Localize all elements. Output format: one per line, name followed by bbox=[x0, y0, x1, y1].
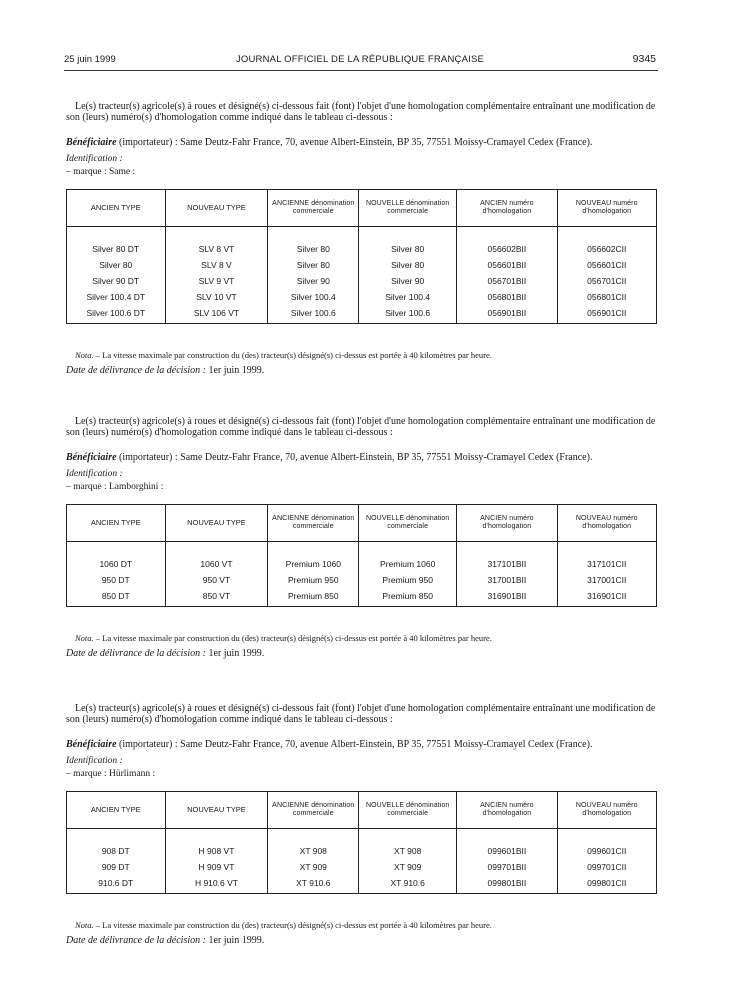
table-row bbox=[67, 542, 657, 573]
cell: Premium 950 bbox=[359, 572, 457, 588]
cell: 099801CII bbox=[557, 875, 656, 894]
table-header-row bbox=[67, 792, 657, 829]
marque-line: – marque : Same : bbox=[66, 167, 136, 177]
cell: 909 DT bbox=[67, 859, 166, 875]
homologation-table bbox=[66, 504, 657, 607]
cell: XT 908 bbox=[359, 829, 457, 860]
table-row bbox=[67, 305, 657, 324]
nota-label: Nota. bbox=[75, 633, 94, 643]
cell: 317001BII bbox=[457, 572, 557, 588]
cell: 099701BII bbox=[457, 859, 557, 875]
col-ancien-numero: ANCIEN numéro d'homologation bbox=[457, 505, 557, 542]
cell: XT 909 bbox=[359, 859, 457, 875]
col-ancienne-denomination: ANCIENNE dénomination commerciale bbox=[268, 792, 359, 829]
section-lamborghini bbox=[66, 416, 658, 659]
homologation-table bbox=[66, 791, 657, 894]
col-nouveau-type: NOUVEAU TYPE bbox=[165, 792, 268, 829]
cell: Silver 80 bbox=[359, 257, 457, 273]
nota-label: Nota. bbox=[75, 920, 94, 930]
cell: Silver 90 bbox=[268, 273, 359, 289]
intro-paragraph: Le(s) tracteur(s) agricole(s) à roues et désigné(s) ci-dessous fait (font) l'objet d'une homologation complémentaire entraînant une modification de son (leurs) numéro(s) d'homologation comme indiqué dans le tableau ci-dessous : bbox=[66, 101, 656, 123]
cell: XT 910.6 bbox=[268, 875, 359, 894]
cell: XT 909 bbox=[268, 859, 359, 875]
col-nouveau-numero: NOUVEAU numéro d'homologation bbox=[557, 505, 656, 542]
intro-paragraph: Le(s) tracteur(s) agricole(s) à roues et désigné(s) ci-dessous fait (font) l'objet d'une homologation complémentaire entraînant une modification de son (leurs) numéro(s) d'homologation comme indiqué dans le tableau ci-dessous : bbox=[66, 416, 656, 438]
beneficiaire-label: Bénéficiaire bbox=[66, 452, 117, 463]
nota-text: – La vitesse maximale par construction du (des) tracteur(s) désigné(s) ci-dessus est portée à 40 kilomètres par heure. bbox=[93, 920, 492, 930]
nota-label: Nota. bbox=[75, 350, 94, 360]
cell: XT 910.6 bbox=[359, 875, 457, 894]
table-row bbox=[67, 588, 657, 607]
cell: 317101BII bbox=[457, 542, 557, 573]
col-ancien-type: ANCIEN TYPE bbox=[67, 190, 166, 227]
cell: 056801CII bbox=[557, 289, 656, 305]
marque-line: – marque : Hürlimann : bbox=[66, 769, 156, 779]
table-header-row bbox=[67, 190, 657, 227]
cell: 850 VT bbox=[165, 588, 268, 607]
cell: Premium 850 bbox=[359, 588, 457, 607]
table-row bbox=[67, 875, 657, 894]
table-header-row bbox=[67, 505, 657, 542]
col-nouveau-numero: NOUVEAU numéro d'homologation bbox=[557, 792, 656, 829]
decision-label: Date de délivrance de la décision : bbox=[66, 365, 206, 376]
section-hurlimann bbox=[66, 703, 658, 946]
cell: 056602CII bbox=[557, 227, 656, 258]
cell: 056801BII bbox=[457, 289, 557, 305]
beneficiaire-text: (importateur) : Same Deutz-Fahr France, 70, avenue Albert-Einstein, BP 35, 77551 Moissy-Cramayel Cedex (France). bbox=[116, 137, 593, 148]
cell: 317001CII bbox=[557, 572, 656, 588]
cell: SLV 8 V bbox=[165, 257, 268, 273]
cell: Premium 950 bbox=[268, 572, 359, 588]
cell: Premium 1060 bbox=[359, 542, 457, 573]
decision-date: 1er juin 1999. bbox=[205, 365, 265, 376]
cell: 950 VT bbox=[165, 572, 268, 588]
nota-text: – La vitesse maximale par construction du (des) tracteur(s) désigné(s) ci-dessus est portée à 40 kilomètres par heure. bbox=[93, 633, 492, 643]
col-nouvelle-denomination: NOUVELLE dénomination commerciale bbox=[359, 190, 457, 227]
cell: Silver 80 bbox=[268, 257, 359, 273]
cell: H 910.6 VT bbox=[165, 875, 268, 894]
table-row bbox=[67, 829, 657, 860]
section-same bbox=[66, 101, 658, 376]
cell: 056901CII bbox=[557, 305, 656, 324]
cell: Silver 100.6 bbox=[268, 305, 359, 324]
cell: XT 908 bbox=[268, 829, 359, 860]
intro-paragraph: Le(s) tracteur(s) agricole(s) à roues et désigné(s) ci-dessous fait (font) l'objet d'une homologation complémentaire entraînant une modification de son (leurs) numéro(s) d'homologation comme indiqué dans le tableau ci-dessous : bbox=[66, 703, 656, 725]
cell: Premium 850 bbox=[268, 588, 359, 607]
table-row bbox=[67, 257, 657, 273]
table-row bbox=[67, 859, 657, 875]
cell: Silver 80 bbox=[67, 257, 166, 273]
col-nouveau-numero: NOUVEAU numéro d'homologation bbox=[557, 190, 656, 227]
cell: 316901CII bbox=[557, 588, 656, 607]
decision-line bbox=[66, 648, 658, 659]
decision-label: Date de délivrance de la décision : bbox=[66, 935, 206, 946]
beneficiaire-line bbox=[66, 137, 658, 149]
beneficiaire-text: (importateur) : Same Deutz-Fahr France, 70, avenue Albert-Einstein, BP 35, 77551 Moissy-Cramayel Cedex (France). bbox=[116, 739, 593, 750]
cell: 908 DT bbox=[67, 829, 166, 860]
cell: 317101CII bbox=[557, 542, 656, 573]
page-header bbox=[64, 54, 656, 70]
page-number: 9345 bbox=[632, 53, 656, 65]
table-row bbox=[67, 572, 657, 588]
cell: 056602BII bbox=[457, 227, 557, 258]
cell: Silver 100.4 bbox=[359, 289, 457, 305]
cell: 056901BII bbox=[457, 305, 557, 324]
cell: Premium 1060 bbox=[268, 542, 359, 573]
nota-line bbox=[66, 350, 658, 360]
col-nouveau-type: NOUVEAU TYPE bbox=[165, 505, 268, 542]
nota-line bbox=[66, 633, 658, 643]
decision-label: Date de délivrance de la décision : bbox=[66, 648, 206, 659]
cell: Silver 100.6 bbox=[359, 305, 457, 324]
header-rule bbox=[64, 70, 658, 71]
col-ancien-numero: ANCIEN numéro d'homologation bbox=[457, 792, 557, 829]
col-ancien-type: ANCIEN TYPE bbox=[67, 505, 166, 542]
table-row bbox=[67, 273, 657, 289]
nota-line bbox=[66, 920, 658, 930]
cell: H 909 VT bbox=[165, 859, 268, 875]
col-nouvelle-denomination: NOUVELLE dénomination commerciale bbox=[359, 505, 457, 542]
beneficiaire-line bbox=[66, 452, 658, 464]
beneficiaire-text: (importateur) : Same Deutz-Fahr France, 70, avenue Albert-Einstein, BP 35, 77551 Moissy-Cramayel Cedex (France). bbox=[116, 452, 593, 463]
cell: Silver 100.4 DT bbox=[67, 289, 166, 305]
cell: 056601CII bbox=[557, 257, 656, 273]
cell: 316901BII bbox=[457, 588, 557, 607]
cell: 1060 VT bbox=[165, 542, 268, 573]
cell: 099601BII bbox=[457, 829, 557, 860]
cell: Silver 80 DT bbox=[67, 227, 166, 258]
cell: 056701CII bbox=[557, 273, 656, 289]
col-ancienne-denomination: ANCIENNE dénomination commerciale bbox=[268, 190, 359, 227]
cell: 910.6 DT bbox=[67, 875, 166, 894]
decision-line bbox=[66, 935, 658, 946]
table-row bbox=[67, 227, 657, 258]
cell: H 908 VT bbox=[165, 829, 268, 860]
cell: SLV 9 VT bbox=[165, 273, 268, 289]
cell: SLV 106 VT bbox=[165, 305, 268, 324]
issue-date: 25 juin 1999 bbox=[64, 54, 116, 65]
beneficiaire-label: Bénéficiaire bbox=[66, 739, 117, 750]
cell: Silver 100.6 DT bbox=[67, 305, 166, 324]
col-ancien-type: ANCIEN TYPE bbox=[67, 792, 166, 829]
cell: SLV 10 VT bbox=[165, 289, 268, 305]
decision-date: 1er juin 1999. bbox=[205, 648, 265, 659]
cell: 099801BII bbox=[457, 875, 557, 894]
col-ancien-numero: ANCIEN numéro d'homologation bbox=[457, 190, 557, 227]
identification-label: Identification : bbox=[66, 154, 123, 164]
cell: 056601BII bbox=[457, 257, 557, 273]
cell: 099701CII bbox=[557, 859, 656, 875]
cell: 1060 DT bbox=[67, 542, 166, 573]
col-nouvelle-denomination: NOUVELLE dénomination commerciale bbox=[359, 792, 457, 829]
beneficiaire-label: Bénéficiaire bbox=[66, 137, 117, 148]
col-nouveau-type: NOUVEAU TYPE bbox=[165, 190, 268, 227]
cell: 056701BII bbox=[457, 273, 557, 289]
cell: Silver 80 bbox=[359, 227, 457, 258]
cell: 950 DT bbox=[67, 572, 166, 588]
cell: Silver 80 bbox=[268, 227, 359, 258]
marque-line: – marque : Lamborghini : bbox=[66, 482, 164, 492]
cell: Silver 90 DT bbox=[67, 273, 166, 289]
cell: Silver 100.4 bbox=[268, 289, 359, 305]
decision-line bbox=[66, 365, 658, 376]
cell: Silver 90 bbox=[359, 273, 457, 289]
identification-label: Identification : bbox=[66, 756, 123, 766]
cell: 099601CII bbox=[557, 829, 656, 860]
cell: SLV 8 VT bbox=[165, 227, 268, 258]
identification-label: Identification : bbox=[66, 469, 123, 479]
decision-date: 1er juin 1999. bbox=[205, 935, 265, 946]
table-row bbox=[67, 289, 657, 305]
journal-title: JOURNAL OFFICIEL DE LA RÉPUBLIQUE FRANÇAISE bbox=[235, 54, 485, 65]
nota-text: – La vitesse maximale par construction du (des) tracteur(s) désigné(s) ci-dessus est portée à 40 kilomètres par heure. bbox=[93, 350, 492, 360]
beneficiaire-line bbox=[66, 739, 658, 751]
cell: 850 DT bbox=[67, 588, 166, 607]
homologation-table bbox=[66, 189, 657, 324]
col-ancienne-denomination: ANCIENNE dénomination commerciale bbox=[268, 505, 359, 542]
